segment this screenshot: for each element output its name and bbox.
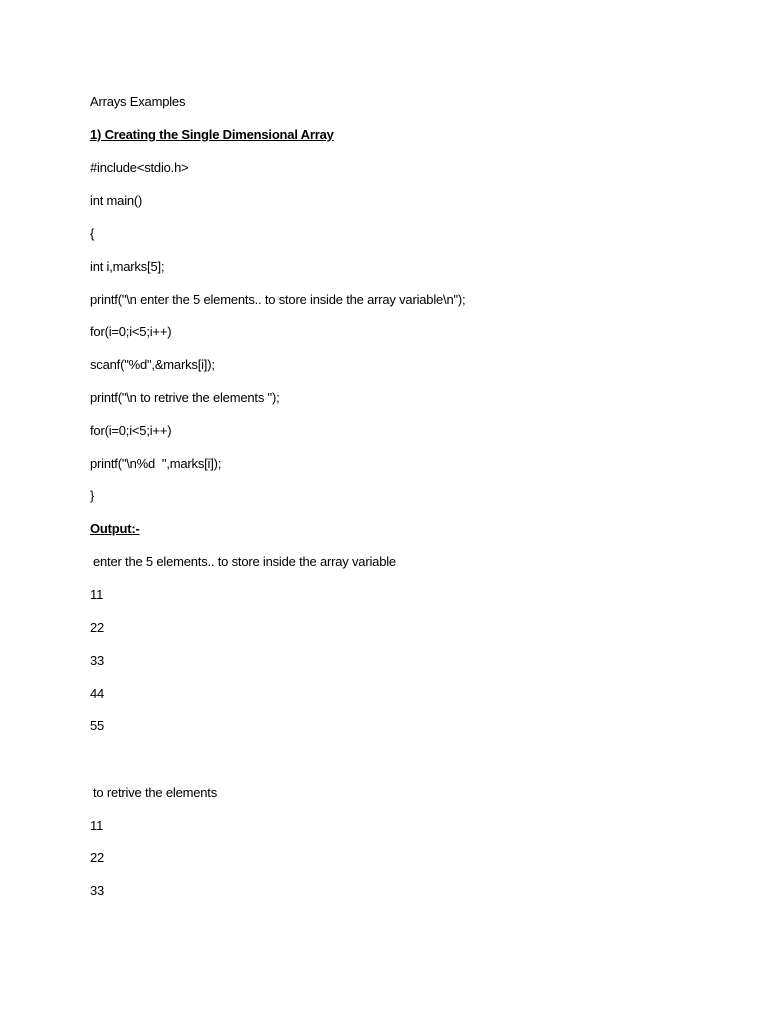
output-heading: Output:- — [90, 521, 140, 536]
input-value: 22 — [90, 620, 105, 635]
section-heading: 1) Creating the Single Dimensional Array — [90, 127, 334, 142]
input-value: 44 — [90, 686, 105, 701]
input-value: 33 — [90, 653, 105, 668]
retrieved-value: 33 — [90, 883, 105, 898]
code-line: scanf("%d",&marks[i]); — [90, 357, 215, 372]
code-line: int main() — [90, 193, 143, 208]
input-value: 11 — [90, 587, 104, 602]
document-title: Arrays Examples — [90, 94, 186, 109]
code-line: for(i=0;i<5;i++) — [90, 324, 172, 339]
code-line: int i,marks[5]; — [90, 259, 165, 274]
code-line: printf("\n%d ",marks[i]); — [90, 456, 222, 471]
retrieved-value: 22 — [90, 850, 105, 865]
code-line: printf("\n to retrive the elements "); — [90, 390, 280, 405]
code-line: } — [90, 488, 95, 503]
code-line: printf("\n enter the 5 elements.. to store inside the array variable\n"); — [90, 292, 466, 307]
input-value: 55 — [90, 718, 105, 733]
code-line: for(i=0;i<5;i++) — [90, 423, 172, 438]
code-line: { — [90, 226, 95, 241]
code-line: #include<stdio.h> — [90, 160, 189, 175]
retrieved-value: 11 — [90, 818, 104, 833]
output-prompt: enter the 5 elements.. to store inside the array variable — [93, 554, 396, 569]
retrieve-prompt: to retrive the elements — [93, 785, 218, 800]
